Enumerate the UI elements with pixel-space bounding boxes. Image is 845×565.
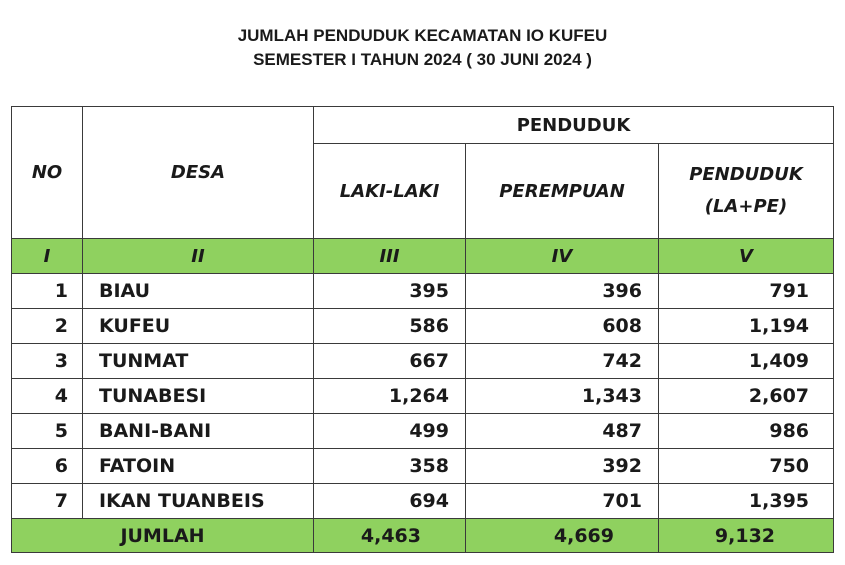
index-cell: I	[12, 239, 83, 274]
header-perempuan: PEREMPUAN	[466, 144, 659, 239]
row-desa: TUNABESI	[83, 379, 314, 414]
totals-perempuan: 4,669	[466, 519, 659, 553]
row-total: 986	[659, 414, 834, 449]
header-laki-laki: LAKI-LAKI	[314, 144, 466, 239]
table-row	[12, 344, 834, 379]
table-row	[12, 309, 834, 344]
table-row	[12, 449, 834, 484]
row-no: 3	[12, 344, 83, 379]
index-cell: III	[314, 239, 466, 274]
totals-row	[12, 519, 834, 553]
row-no: 1	[12, 274, 83, 309]
row-total: 1,194	[659, 309, 834, 344]
index-cell: IV	[466, 239, 659, 274]
row-desa: TUNMAT	[83, 344, 314, 379]
title-line-1: JUMLAH PENDUDUK KECAMATAN IO KUFEU	[237, 26, 608, 45]
row-desa: FATOIN	[83, 449, 314, 484]
row-total: 791	[659, 274, 834, 309]
row-desa: BIAU	[83, 274, 314, 309]
row-perempuan: 1,343	[466, 379, 659, 414]
row-laki: 586	[314, 309, 466, 344]
row-perempuan: 742	[466, 344, 659, 379]
population-table	[11, 106, 834, 553]
table-row	[12, 274, 834, 309]
row-perempuan: 396	[466, 274, 659, 309]
row-laki: 358	[314, 449, 466, 484]
header-desa: DESA	[83, 107, 314, 239]
row-desa: IKAN TUANBEIS	[83, 484, 314, 519]
index-cell: V	[659, 239, 834, 274]
row-no: 6	[12, 449, 83, 484]
row-laki: 667	[314, 344, 466, 379]
index-cell: II	[83, 239, 314, 274]
table-row	[12, 414, 834, 449]
row-total: 750	[659, 449, 834, 484]
header-total-line-1: PENDUDUK	[689, 164, 803, 185]
totals-laki: 4,463	[314, 519, 466, 553]
row-total: 2,607	[659, 379, 834, 414]
row-laki: 395	[314, 274, 466, 309]
row-no: 7	[12, 484, 83, 519]
row-laki: 694	[314, 484, 466, 519]
header-no: NO	[12, 107, 83, 239]
totals-label: JUMLAH	[12, 519, 314, 553]
totals-total: 9,132	[659, 519, 834, 553]
row-no: 5	[12, 414, 83, 449]
row-perempuan: 392	[466, 449, 659, 484]
row-desa: BANI-BANI	[83, 414, 314, 449]
row-laki: 1,264	[314, 379, 466, 414]
row-desa: KUFEU	[83, 309, 314, 344]
header-total-line-2: (LA+PE)	[704, 196, 788, 217]
row-total: 1,395	[659, 484, 834, 519]
row-perempuan: 608	[466, 309, 659, 344]
row-perempuan: 487	[466, 414, 659, 449]
column-index-row	[12, 239, 834, 274]
row-total: 1,409	[659, 344, 834, 379]
header-total-penduduk	[659, 144, 834, 239]
header-penduduk: PENDUDUK	[314, 107, 834, 144]
report-title	[0, 24, 845, 72]
table-row	[12, 484, 834, 519]
table-row	[12, 379, 834, 414]
title-line-2: SEMESTER I TAHUN 2024 ( 30 JUNI 2024 )	[253, 50, 592, 69]
row-no: 2	[12, 309, 83, 344]
row-no: 4	[12, 379, 83, 414]
row-laki: 499	[314, 414, 466, 449]
row-perempuan: 701	[466, 484, 659, 519]
